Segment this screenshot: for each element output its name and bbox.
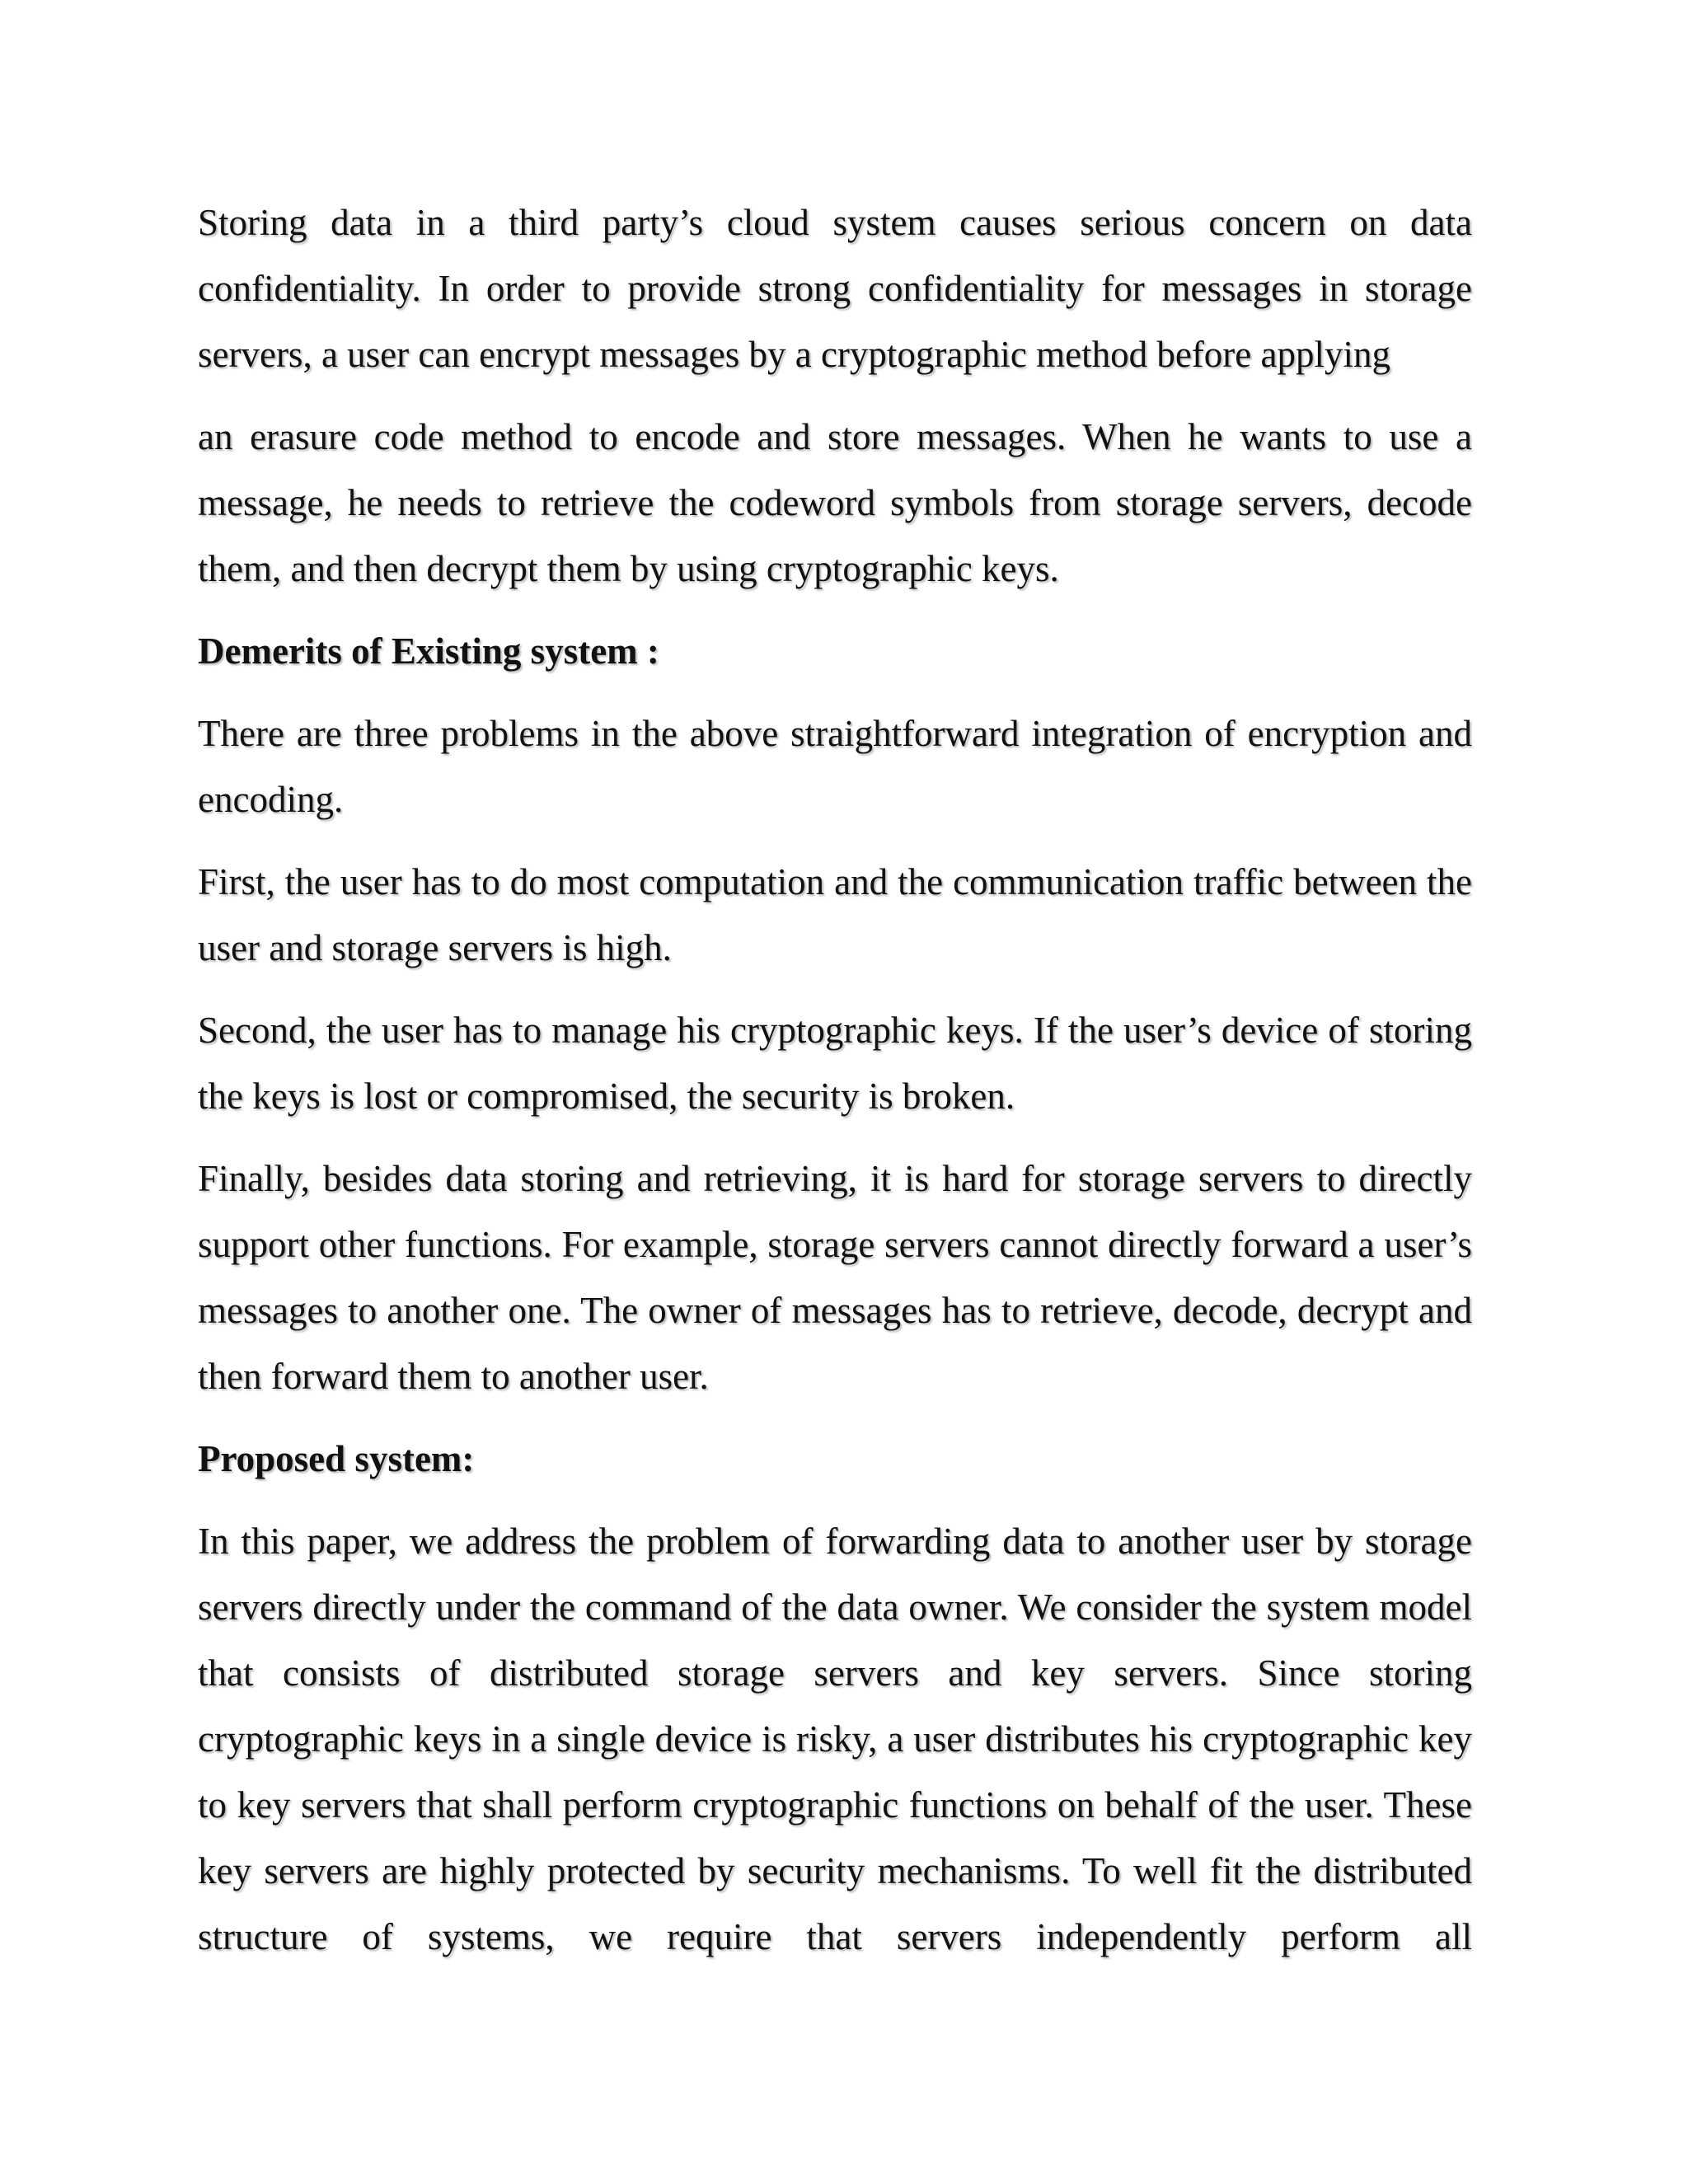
document-page [198, 190, 1472, 1986]
demerits-paragraph-3: Second, the user has to manage his cryptographic keys. If the user’s device of storing the keys is lost or compromised, the security is broken. [198, 1010, 1472, 1117]
demerits-heading: Demerits of Existing system : [198, 630, 659, 672]
proposed-paragraph-1: In this paper, we address the problem of forwarding data to another user by storage servers directly under the command of the data owner. We consider the system model that consists of distributed storage servers and key servers. Since storing cryptographic keys in a single device is risky, a user distributes his cryptographic key to key servers that shall perform cryptographic functions on behalf of the user. These key servers are highly protected by security mechanisms. To well fit the distributed structure of systems, we require that servers independently perform all [198, 1521, 1472, 1957]
demerits-paragraph-2: First, the user has to do most computation and the communication traffic between the user and storage servers is high. [198, 861, 1472, 968]
demerits-paragraph-1: There are three problems in the above straightforward integration of encryption and encoding. [198, 713, 1472, 820]
intro-paragraph-2: an erasure code method to encode and store messages. When he wants to use a message, he needs to retrieve the codeword symbols from storage servers, decode them, and then decrypt them by using cryptographic keys. [198, 416, 1472, 589]
intro-paragraph-1: Storing data in a third party’s cloud system causes serious concern on data confidentiality. In order to provide strong confidentiality for messages in storage servers, a user can encrypt messages by a cryptographic method before applying [198, 202, 1472, 375]
demerits-paragraph-4: Finally, besides data storing and retrieving, it is hard for storage servers to directly support other functions. For example, storage servers cannot directly forward a user’s messages to another one. The owner of messages has to retrieve, decode, decrypt and then forward them to another user. [198, 1158, 1472, 1397]
proposed-heading: Proposed system: [198, 1438, 475, 1479]
